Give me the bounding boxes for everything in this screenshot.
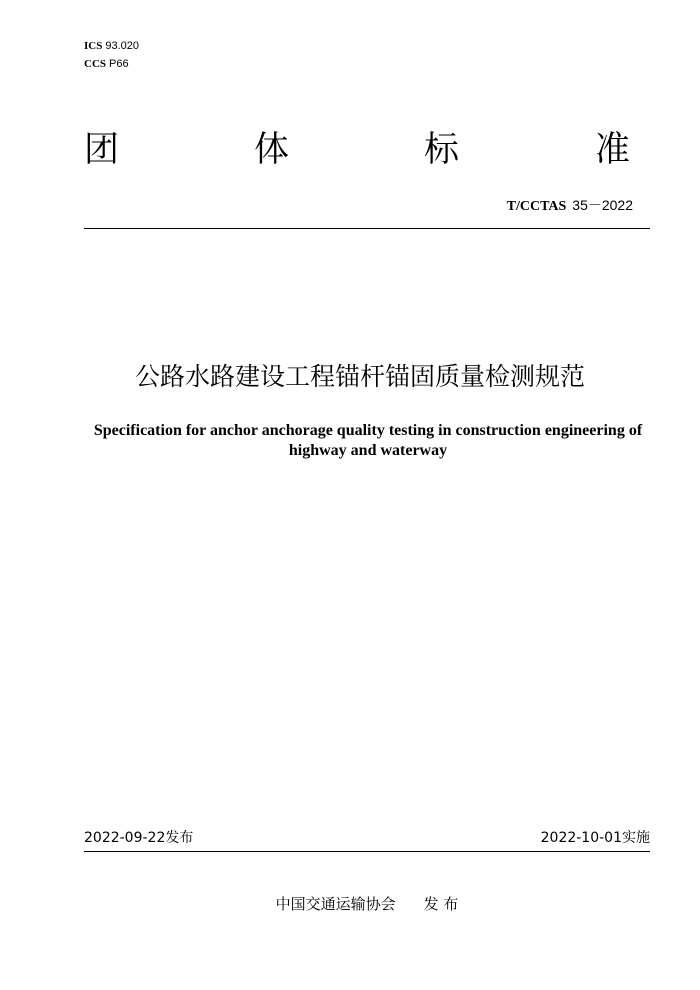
standard-type-heading bbox=[84, 128, 634, 176]
ccs-code bbox=[84, 55, 139, 73]
issue-date-line bbox=[84, 828, 193, 848]
ics-value: 93.020 bbox=[105, 40, 139, 52]
publisher-name: 中国交通运输协会 bbox=[275, 895, 396, 913]
issue-label: 发布 bbox=[165, 830, 194, 846]
implementation-date: 2022-10-01 bbox=[540, 830, 622, 846]
standard-type-char: 准 bbox=[595, 130, 631, 170]
ccs-value: P66 bbox=[109, 58, 129, 70]
standard-type-char: 体 bbox=[254, 130, 290, 170]
classification-codes bbox=[84, 37, 139, 73]
standard-type-char: 标 bbox=[424, 130, 460, 170]
implementation-date-line bbox=[541, 828, 650, 848]
standard-number-value: 35－2022 bbox=[572, 197, 633, 213]
ics-label: ICS bbox=[84, 40, 103, 52]
ccs-label: CCS bbox=[84, 58, 107, 70]
bottom-divider bbox=[84, 851, 650, 852]
issue-date: 2022-09-22 bbox=[84, 830, 166, 846]
top-divider bbox=[84, 228, 650, 229]
publisher-line bbox=[0, 894, 700, 914]
document-title-english: Specification for anchor anchorage quality testing in construction engineering of highway and waterway bbox=[93, 422, 643, 459]
publisher-verb: 发 布 bbox=[423, 895, 459, 913]
standard-type-char: 团 bbox=[84, 130, 120, 170]
standard-number bbox=[507, 195, 633, 217]
implementation-label: 实施 bbox=[622, 830, 650, 846]
document-title-chinese: 公路水路建设工程锚杆锚固质量检测规范 bbox=[134, 362, 585, 391]
ics-code bbox=[84, 37, 139, 55]
standard-number-prefix: T/CCTAS bbox=[506, 199, 567, 214]
